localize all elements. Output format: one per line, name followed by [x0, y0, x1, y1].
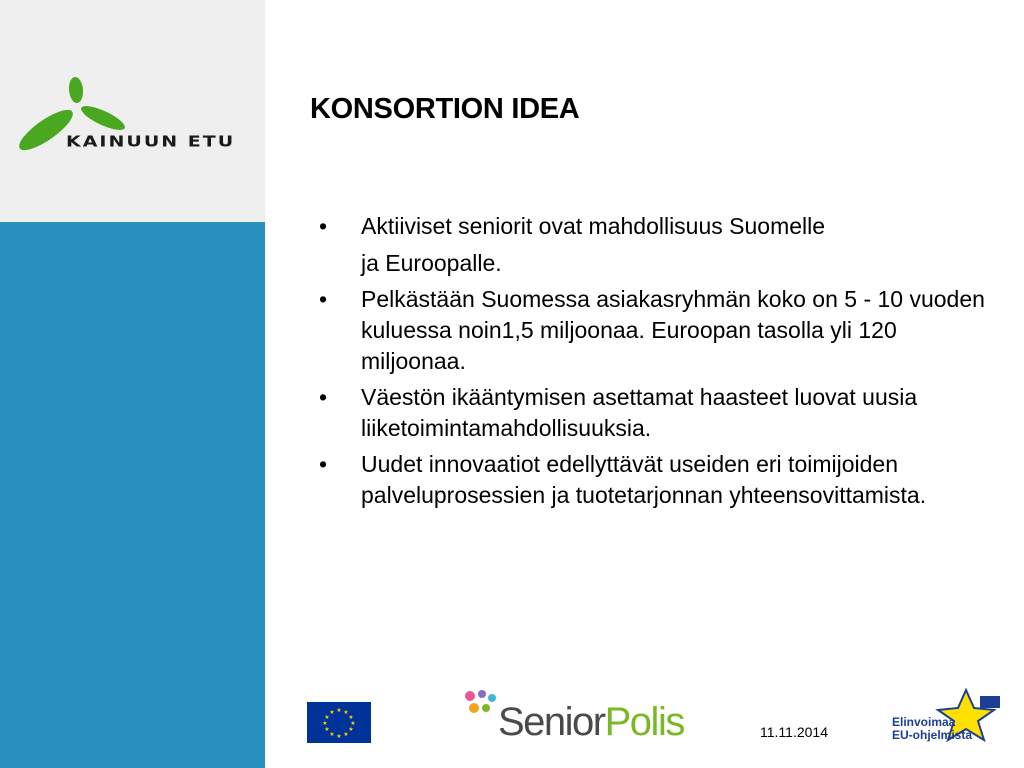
senior-polis-part2: Polis: [604, 700, 684, 744]
svg-text:★: ★: [343, 731, 349, 738]
svg-text:★: ★: [336, 707, 342, 714]
bullet-text: Aktiiviset seniorit ovat mahdollisuus Suomelle: [361, 213, 826, 239]
senior-polis-wordmark: [498, 700, 684, 745]
kainuun-etu-leaf-icon: [18, 70, 248, 165]
bullet-continuation: ja Euroopalle.: [361, 250, 502, 276]
sidebar: [0, 0, 265, 768]
elinvoimaa-logo: [888, 688, 1003, 748]
senior-polis-dots-icon: [462, 688, 502, 728]
bullet-item: [313, 284, 1003, 377]
bullet-item: [313, 382, 1003, 444]
svg-text:★: ★: [348, 714, 354, 721]
svg-text:★: ★: [324, 714, 330, 721]
bullet-marker: •: [319, 384, 328, 410]
senior-polis-part1: Senior: [498, 700, 605, 744]
svg-text:★: ★: [329, 731, 335, 738]
svg-text:★: ★: [348, 726, 354, 733]
bullet-item: [313, 449, 1003, 511]
elinvoimaa-line1: Elinvoimaa: [892, 715, 956, 729]
logo-panel: [0, 0, 265, 222]
bullet-marker: •: [319, 286, 328, 312]
bullet-marker: •: [319, 451, 328, 477]
svg-text:★: ★: [322, 720, 328, 727]
bullet-text: Väestön ikääntymisen asettamat haasteet luovat uusia liiketoimintamahdollisuuksia.: [361, 384, 918, 441]
svg-text:★: ★: [336, 733, 342, 740]
logo-wordmark: KAINUUN ETU: [66, 133, 236, 151]
elinvoimaa-line2: EU-ohjelmista: [892, 728, 973, 742]
svg-text:★: ★: [329, 709, 335, 716]
bullet-text: Pelkästään Suomessa asiakasryhmän koko on 5 - 10 vuoden kuluessa noin1,5 miljoonaa. Euroopan tasolla yli 120 miljoonaa.: [361, 286, 985, 374]
slide-title: KONSORTION IDEA: [310, 93, 580, 125]
elinvoimaa-text: [892, 716, 972, 742]
bullet-text: Uudet innovaatiot edellyttävät useiden eri toimijoiden palveluprosessien ja tuotetarjonnan yhteensovittamista.: [361, 451, 927, 508]
sidebar-blue-panel: [0, 222, 265, 768]
svg-text:★: ★: [324, 726, 330, 733]
senior-polis-logo: [462, 688, 682, 748]
slide-date: 11.11.2014: [760, 724, 828, 740]
bullet-list: [313, 211, 1003, 516]
svg-text:★: ★: [350, 720, 356, 727]
svg-text:★: ★: [343, 709, 349, 716]
bullet-item: [313, 211, 1003, 242]
bullet-marker: •: [319, 213, 328, 239]
eu-flag-icon: [307, 702, 371, 743]
